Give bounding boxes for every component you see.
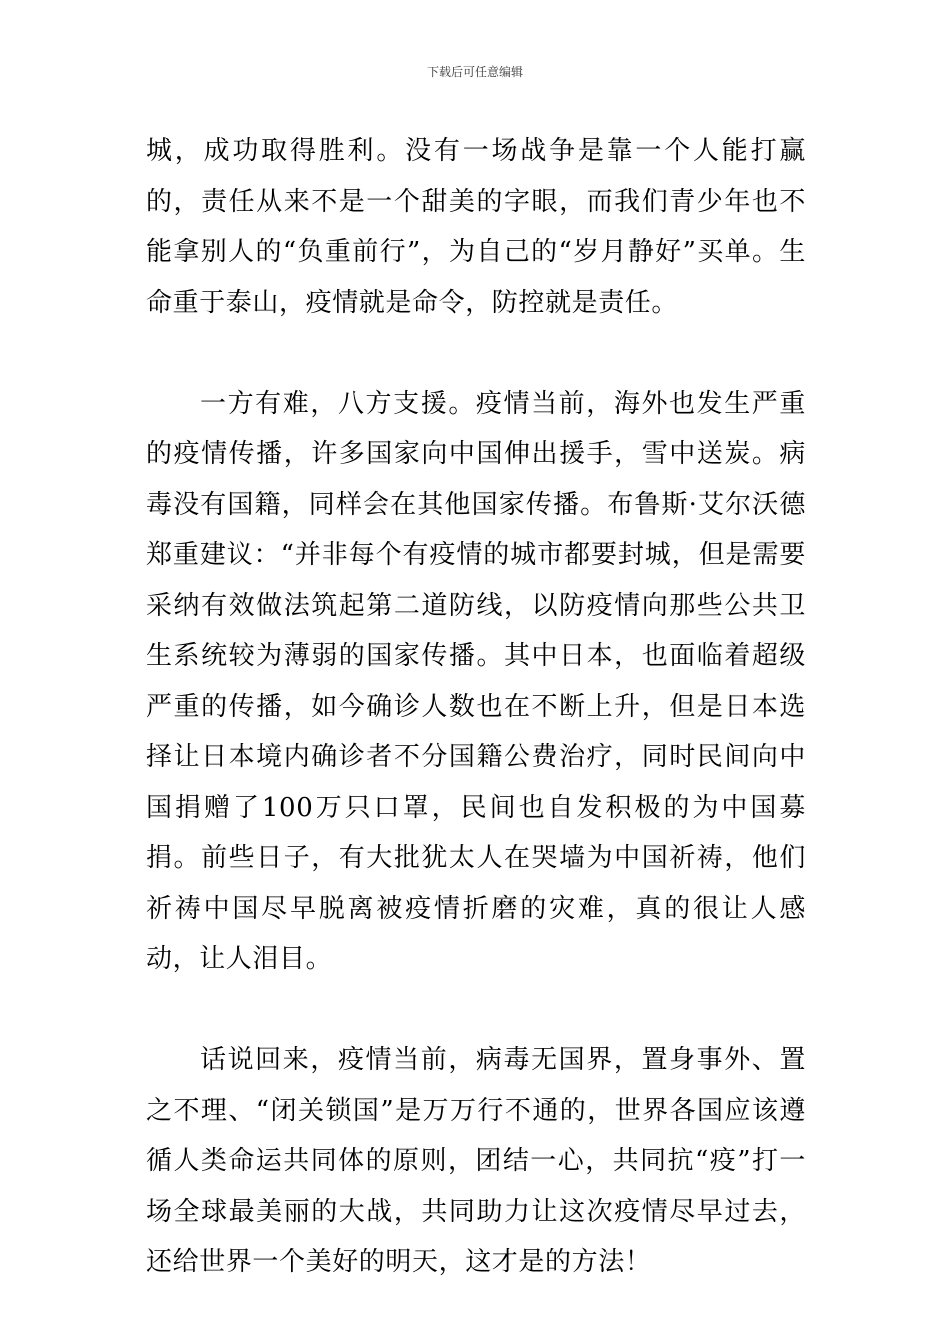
- paragraph-2: 一方有难，八方支援。疫情当前，海外也发生严重的疫情传播，许多国家向中国伸出援手，雪中送炭。病毒没有国籍，同样会在其他国家传播。布鲁斯·艾尔沃德郑重建议：“并非每个有疫情的城市都要封城，但是需要采纳有效做法筑起第二道防线，以防疫情向那些公共卫生系统较为薄弱的国家传播。其中日本，也面临着超级严重的传播，如今确诊人数也在不断上升，但是日本选择让日本境内确诊者不分国籍公费治疗，同时民间向中国捐赠了100万只口罩，民间也自发积极的为中国募捐。前些日子，有大批犹太人在哭墙为中国祈祷，他们祈祷中国尽早脱离被疫情折磨的灾难，真的很让人感动，让人泪目。: [146, 388, 806, 974]
- document-body: [146, 126, 806, 1288]
- paragraph-1: 城，成功取得胜利。没有一场战争是靠一个人能打赢的，责任从来不是一个甜美的字眼，而我们青少年也不能拿别人的“负重前行”，为自己的“岁月静好”买单。生命重于泰山，疫情就是命令，防控就是责任。: [146, 136, 806, 318]
- paragraph-3: 话说回来，疫情当前，病毒无国界，置身事外、置之不理、“闭关锁国”是万万行不通的，世界各国应该遵循人类命运共同体的原则，团结一心，共同抗“疫”打一场全球最美丽的大战，共同助力让这次疫情尽早过去，还给世界一个美好的明天，这才是的方法！: [146, 1045, 806, 1277]
- page-header-note: 下载后可任意编辑: [426, 65, 523, 79]
